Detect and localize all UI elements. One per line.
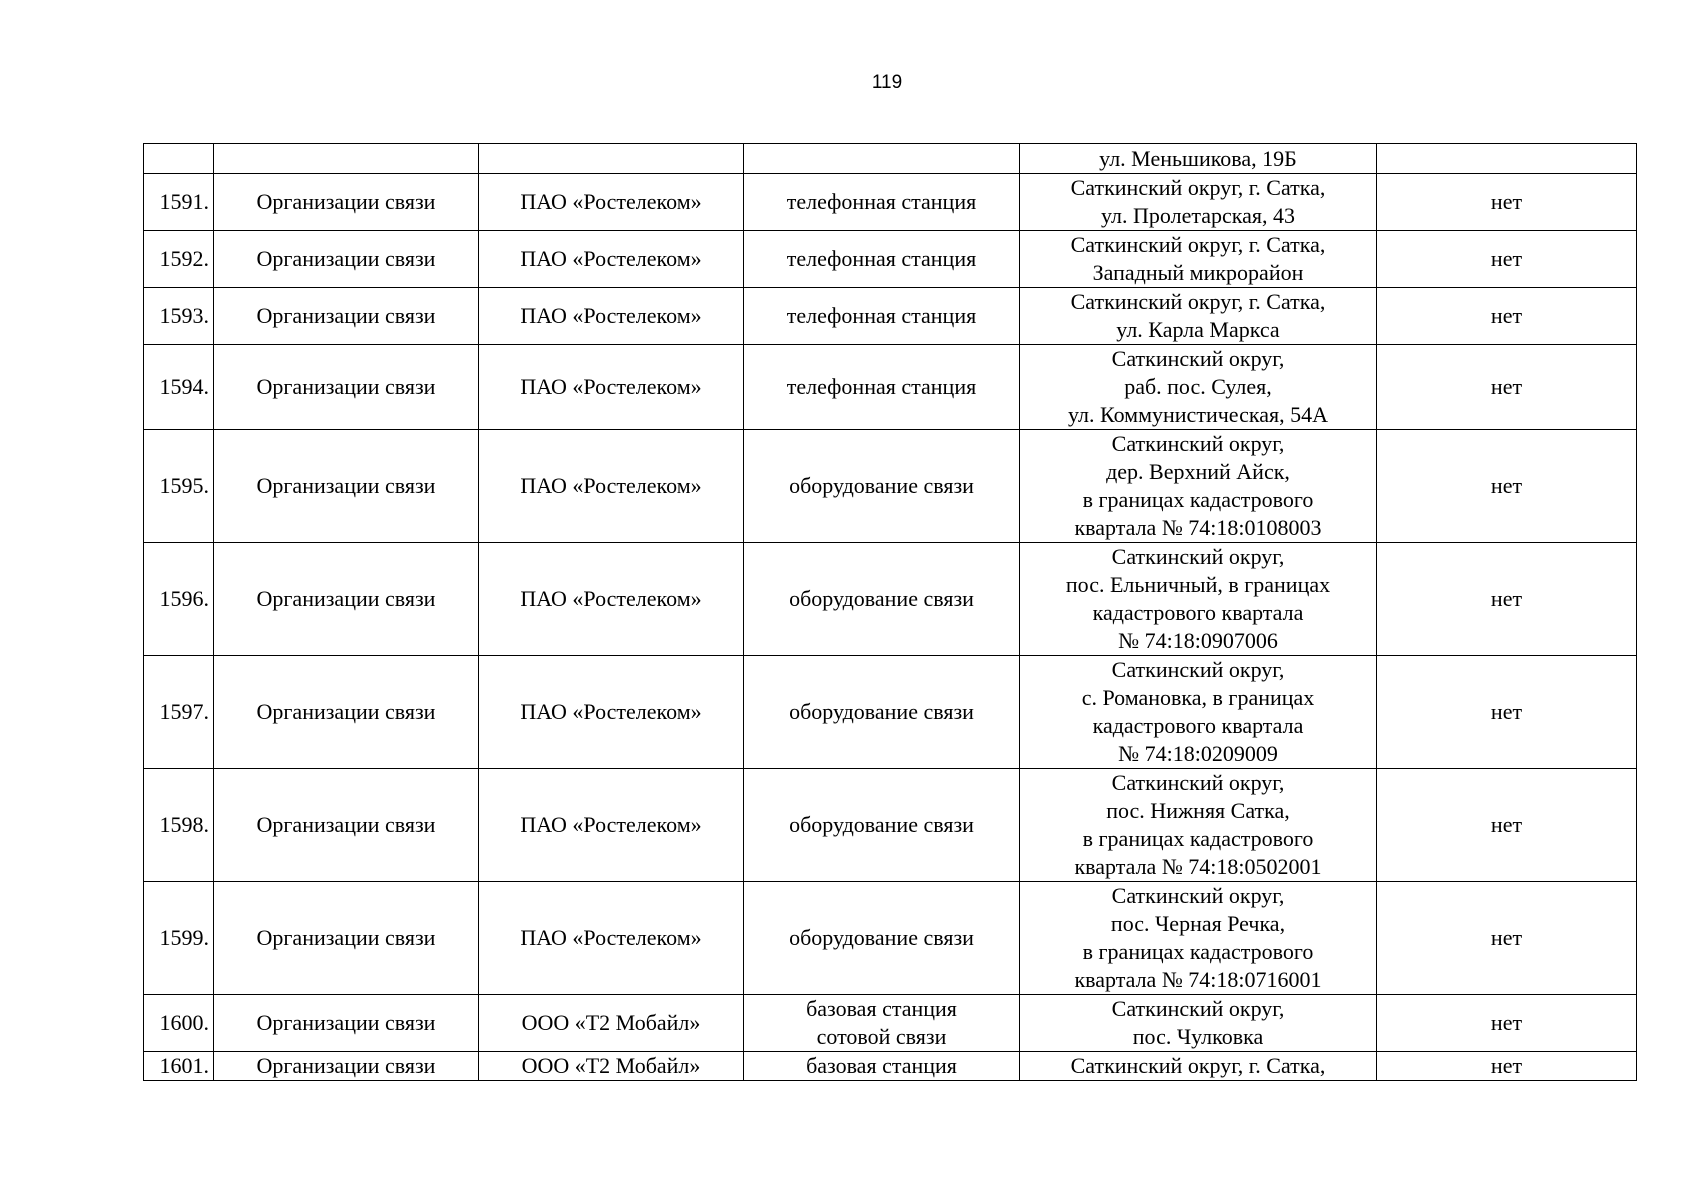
- cell-organization: ПАО «Ростелеком»: [479, 288, 744, 345]
- cell-status: нет: [1377, 345, 1637, 430]
- cell-category: Организации связи: [214, 1052, 479, 1081]
- cell-address: Саткинский округ, г. Сатка, ул. Карла Маркса: [1020, 288, 1377, 345]
- cell-address: Саткинский округ, с. Романовка, в границах кадастрового квартала № 74:18:0209009: [1020, 656, 1377, 769]
- table-row: [144, 656, 1637, 769]
- cell-object: оборудование связи: [744, 430, 1020, 543]
- cell-organization: ПАО «Ростелеком»: [479, 882, 744, 995]
- cell-number: 1596.: [144, 543, 214, 656]
- cell-category: [214, 144, 479, 174]
- cell-status: нет: [1377, 174, 1637, 231]
- cell-address: Саткинский округ, г. Сатка, ул. Пролетарская, 43: [1020, 174, 1377, 231]
- cell-organization: ПАО «Ростелеком»: [479, 543, 744, 656]
- cell-address: Саткинский округ, пос. Ельничный, в границах кадастрового квартала № 74:18:0907006: [1020, 543, 1377, 656]
- cell-object: телефонная станция: [744, 345, 1020, 430]
- cell-number: 1599.: [144, 882, 214, 995]
- facilities-table: [143, 143, 1637, 1081]
- cell-status: нет: [1377, 543, 1637, 656]
- page-number: 119: [871, 72, 903, 93]
- cell-category: Организации связи: [214, 231, 479, 288]
- cell-category: Организации связи: [214, 288, 479, 345]
- cell-object: [744, 144, 1020, 174]
- cell-status: [1377, 144, 1637, 174]
- table-row: [144, 1052, 1637, 1081]
- cell-organization: ООО «Т2 Мобайл»: [479, 995, 744, 1052]
- cell-category: Организации связи: [214, 345, 479, 430]
- cell-number: 1594.: [144, 345, 214, 430]
- table-row: [144, 995, 1637, 1052]
- table-row-carryover: [144, 144, 1637, 174]
- cell-status: нет: [1377, 231, 1637, 288]
- cell-address: Саткинский округ, г. Сатка,: [1020, 1052, 1377, 1081]
- cell-category: Организации связи: [214, 430, 479, 543]
- cell-number: 1591.: [144, 174, 214, 231]
- cell-object: базовая станция: [744, 1052, 1020, 1081]
- cell-address: Саткинский округ, г. Сатка, Западный микрорайон: [1020, 231, 1377, 288]
- cell-number: 1595.: [144, 430, 214, 543]
- cell-object: оборудование связи: [744, 769, 1020, 882]
- table-row: [144, 430, 1637, 543]
- cell-address: ул. Меньшикова, 19Б: [1020, 144, 1377, 174]
- cell-address: Саткинский округ, раб. пос. Сулея, ул. Коммунистическая, 54А: [1020, 345, 1377, 430]
- cell-address: Саткинский округ, пос. Нижняя Сатка, в границах кадастрового квартала № 74:18:0502001: [1020, 769, 1377, 882]
- cell-status: нет: [1377, 288, 1637, 345]
- cell-address: Саткинский округ, дер. Верхний Айск, в границах кадастрового квартала № 74:18:0108003: [1020, 430, 1377, 543]
- cell-status: нет: [1377, 430, 1637, 543]
- cell-category: Организации связи: [214, 769, 479, 882]
- cell-object: телефонная станция: [744, 174, 1020, 231]
- table-body: [144, 144, 1637, 1081]
- cell-object: телефонная станция: [744, 231, 1020, 288]
- cell-object: оборудование связи: [744, 882, 1020, 995]
- cell-number: 1601.: [144, 1052, 214, 1081]
- cell-number: 1592.: [144, 231, 214, 288]
- cell-object: оборудование связи: [744, 543, 1020, 656]
- cell-object: телефонная станция: [744, 288, 1020, 345]
- table-row: [144, 345, 1637, 430]
- cell-status: нет: [1377, 769, 1637, 882]
- cell-organization: ПАО «Ростелеком»: [479, 656, 744, 769]
- table-row: [144, 543, 1637, 656]
- table-row: [144, 174, 1637, 231]
- cell-category: Организации связи: [214, 656, 479, 769]
- cell-object: оборудование связи: [744, 656, 1020, 769]
- cell-number: 1598.: [144, 769, 214, 882]
- cell-organization: ПАО «Ростелеком»: [479, 174, 744, 231]
- cell-address: Саткинский округ, пос. Черная Речка, в границах кадастрового квартала № 74:18:0716001: [1020, 882, 1377, 995]
- table-row: [144, 231, 1637, 288]
- table-row: [144, 288, 1637, 345]
- cell-object: базовая станция сотовой связи: [744, 995, 1020, 1052]
- cell-number: 1593.: [144, 288, 214, 345]
- cell-organization: ПАО «Ростелеком»: [479, 430, 744, 543]
- cell-category: Организации связи: [214, 174, 479, 231]
- cell-address: Саткинский округ, пос. Чулковка: [1020, 995, 1377, 1052]
- cell-status: нет: [1377, 882, 1637, 995]
- cell-organization: ПАО «Ростелеком»: [479, 345, 744, 430]
- cell-organization: ПАО «Ростелеком»: [479, 231, 744, 288]
- cell-category: Организации связи: [214, 543, 479, 656]
- cell-organization: ООО «Т2 Мобайл»: [479, 1052, 744, 1081]
- table-row: [144, 769, 1637, 882]
- cell-status: нет: [1377, 1052, 1637, 1081]
- cell-status: нет: [1377, 656, 1637, 769]
- cell-status: нет: [1377, 995, 1637, 1052]
- table-row: [144, 882, 1637, 995]
- cell-number: 1597.: [144, 656, 214, 769]
- cell-organization: ПАО «Ростелеком»: [479, 769, 744, 882]
- cell-organization: [479, 144, 744, 174]
- cell-number: 1600.: [144, 995, 214, 1052]
- cell-category: Организации связи: [214, 995, 479, 1052]
- cell-number: [144, 144, 214, 174]
- cell-category: Организации связи: [214, 882, 479, 995]
